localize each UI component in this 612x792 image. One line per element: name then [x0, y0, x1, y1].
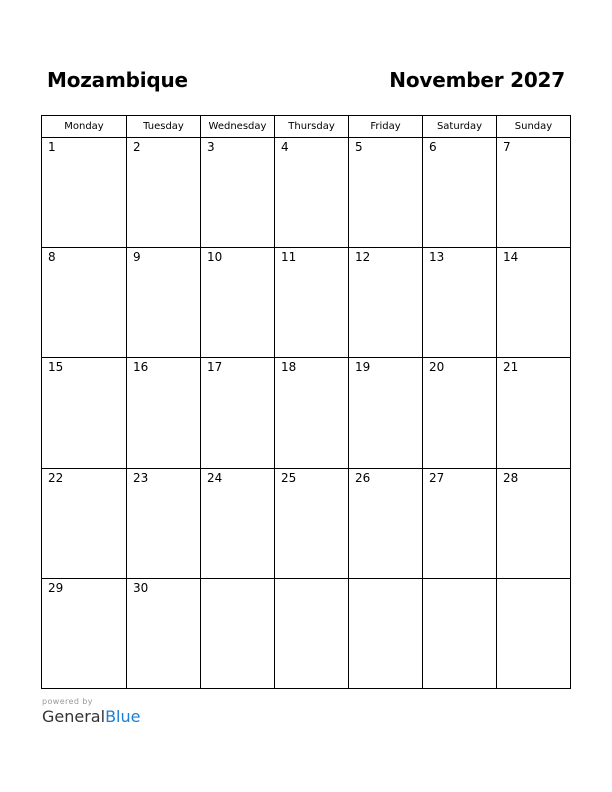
day-cell — [127, 358, 201, 468]
day-cell — [497, 138, 571, 248]
day-cell — [275, 248, 349, 358]
day-number: 11 — [281, 250, 297, 265]
day-cell — [275, 358, 349, 468]
day-number: 29 — [48, 580, 64, 595]
day-number: 16 — [133, 360, 149, 375]
weekday-tuesday: Tuesday — [127, 116, 201, 138]
day-number: 4 — [281, 140, 289, 154]
day-number — [423, 579, 496, 581]
day-number: 10 — [207, 250, 223, 265]
calendar-header — [47, 68, 565, 100]
day-number: 7 — [503, 140, 511, 154]
day-number: 25 — [281, 470, 297, 485]
day-cell — [127, 248, 201, 358]
day-number: 17 — [207, 360, 223, 375]
day-cell — [423, 578, 497, 688]
day-cell — [201, 578, 275, 688]
day-number — [275, 579, 348, 581]
day-number: 9 — [133, 250, 141, 265]
weekday-saturday: Saturday — [423, 116, 497, 138]
day-number: 12 — [355, 250, 371, 265]
day-number: 5 — [355, 140, 363, 154]
day-cell — [349, 138, 423, 248]
day-number: 30 — [133, 580, 149, 595]
day-cell — [423, 468, 497, 578]
day-number — [497, 579, 570, 581]
powered-by-text: powered by — [42, 697, 93, 706]
day-cell — [497, 248, 571, 358]
day-cell — [127, 138, 201, 248]
day-cell — [201, 248, 275, 358]
day-cell — [423, 358, 497, 468]
footer-branding — [42, 697, 140, 726]
day-cell — [497, 578, 571, 688]
day-cell — [497, 468, 571, 578]
day-number: 1 — [48, 140, 56, 154]
day-number: 23 — [133, 470, 149, 485]
day-cell — [127, 468, 201, 578]
day-cell — [423, 138, 497, 248]
day-number: 19 — [355, 360, 371, 375]
day-cell — [275, 138, 349, 248]
day-cell — [349, 578, 423, 688]
day-number: 20 — [429, 360, 445, 375]
day-number: 8 — [48, 250, 56, 265]
weekday-wednesday: Wednesday — [201, 116, 275, 138]
day-cell — [497, 358, 571, 468]
day-number — [201, 579, 274, 581]
day-number: 14 — [503, 250, 519, 265]
day-number: 2 — [133, 140, 141, 154]
day-cell — [275, 578, 349, 688]
country-title: Mozambique — [47, 68, 188, 92]
day-number: 21 — [503, 360, 519, 375]
day-number: 15 — [48, 360, 64, 375]
month-title: November 2027 — [389, 68, 565, 92]
week-row-4 — [42, 468, 571, 578]
day-cell — [127, 578, 201, 688]
weekday-friday: Friday — [349, 116, 423, 138]
day-cell — [201, 358, 275, 468]
generalblue-logo[interactable] — [42, 707, 140, 726]
week-row-3 — [42, 358, 571, 468]
day-cell — [201, 138, 275, 248]
weekday-thursday: Thursday — [275, 116, 349, 138]
day-cell — [349, 468, 423, 578]
calendar-grid — [41, 115, 571, 689]
week-row-1 — [42, 138, 571, 248]
day-number: 6 — [429, 140, 437, 154]
day-number: 27 — [429, 470, 445, 485]
day-cell — [349, 358, 423, 468]
day-number: 24 — [207, 470, 223, 485]
day-number: 3 — [207, 140, 215, 154]
brand-blue: Blue — [105, 707, 141, 726]
day-cell — [42, 578, 127, 688]
day-cell — [42, 358, 127, 468]
day-cell — [423, 248, 497, 358]
brand-general: General — [42, 707, 106, 726]
week-row-5 — [42, 578, 571, 688]
day-cell — [42, 248, 127, 358]
weekday-header-row — [42, 116, 571, 138]
day-number: 13 — [429, 250, 445, 265]
day-number: 18 — [281, 360, 297, 375]
weekday-sunday: Sunday — [497, 116, 571, 138]
day-number: 22 — [48, 470, 64, 485]
day-cell — [201, 468, 275, 578]
weekday-monday: Monday — [42, 116, 127, 138]
day-cell — [42, 468, 127, 578]
day-cell — [275, 468, 349, 578]
day-number — [349, 579, 422, 581]
day-number: 26 — [355, 470, 371, 485]
day-cell — [42, 138, 127, 248]
week-row-2 — [42, 248, 571, 358]
day-cell — [349, 248, 423, 358]
day-number: 28 — [503, 470, 519, 485]
